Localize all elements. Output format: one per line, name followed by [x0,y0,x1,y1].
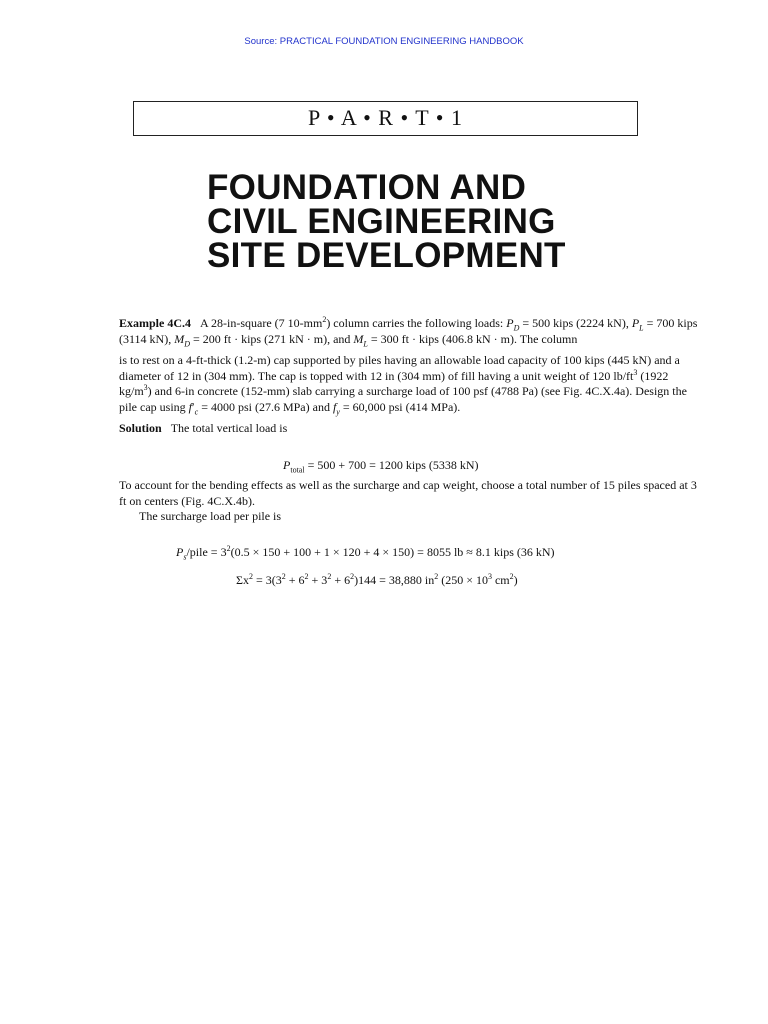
eq-text: )144 = 38,880 in [354,573,435,587]
solution-paragraph-1: To account for the bending effects as well as the surcharge and cap weight, choose a total number of 15 piles spaced at 3 ft on centers (Fig. 4C.X.4b). [119,478,697,508]
equation-sum-x2: $\Sigma x^2 = 3(3^2 + 6^2 + 3^2 + 6^2)144 = 38,880$ $in^2$ ($250 \times 10^3$ $cm^2$) [236,572,518,587]
example-text: = 500 kips (2224 kN), [519,316,629,330]
example-text: is to rest on a 4-ft-thick (1.2-m) cap supported by piles having an allowable load capacity of 100 kips (445 kN) and a diameter of 12 in (304 mm). The cap is topped with 12 in (304 mm) of fill having a unit weight of 120 lb/ft [119,353,680,383]
eq-text: (0.5 × 150 + 100 + 1 × 120 + 4 × 150) = 8055 lb ≈ 8.1 kips (36 kN) [230,545,555,559]
title-line-2: CIVIL ENGINEERING [207,202,556,241]
eq-text: = 3(3 [252,573,282,587]
example-text: ) and 6-in concrete (152-mm) slab carrying a surcharge load of 100 psf (4788 Pa) (see Fig. 4C.X.4a). Design the pile cap using [119,384,687,414]
title-line-1: FOUNDATION AND [207,168,527,207]
example-text: = 700 kips (3114 kN), [119,316,698,346]
eq-subscript: total [290,465,305,475]
part-banner: P • A • R • T • 1 [133,101,638,136]
eq-text: + 6 [285,573,305,587]
solution-text: The total vertical load is [170,421,288,435]
example-text: = 200 ft · kips (271 kN · m), and [190,331,354,346]
equation-surcharge: $P_s$/pile = $3^2(0.5 \times 150 + 100 + 1 \times 120 + 4 \times 150) = 8055$ lb ≈ 8.1 kips (36 kN) [176,544,555,562]
example-paragraph-1: Example 4C.4 A 28-in-square (7 $10-mm^2$) column carries the following loads: $P_D = 500$ kips (2224 kN), $P_L = 700$ kips (3114 kN), $M_D = 200$ ft · kips (271 kN · m), and $M_L = 300$ ft · kips (406.8 kN · m). The column [119,315,698,348]
eq-text: + 3 [308,573,328,587]
eq-text: + 6 [331,573,351,587]
example-text: ) column carries the following loads: [326,316,507,330]
eq-text: = 500 + 700 = 1200 kips (5338 kN) [304,458,479,472]
equation-total-load [283,458,479,473]
eq-text: /pile = 3 [186,545,227,559]
page-title [207,168,727,275]
solution-label: Solution [119,421,162,435]
eq-text: ) [513,573,518,587]
source-line: Source: PRACTICAL FOUNDATION ENGINEERING HANDBOOK [244,36,524,47]
title-line-3: SITE DEVELOPMENT [207,236,566,275]
eq-subscript: s [183,552,187,562]
example-text: A 28-in-square (7 10-mm [200,316,323,330]
eq-text: cm [491,573,510,587]
example-body [119,316,699,437]
example-text: = 60,000 psi (414 MPa). [339,399,461,414]
solution-intro [119,421,699,437]
example-paragraph-2: is to rest on a 4-ft-thick (1.2-m) cap supported by piles having an allowable load capacity of 100 kips (445 kN) and a diameter of 12 in (304 mm). The cap is topped with 12 in (304 mm) of fill having a unit weight of 120 $lb/ft^3$ (1922 $kg/m^3$) and 6-in concrete (152-mm) slab carrying a surcharge load of 100 psf (4788 Pa) (see Fig. 4C.X.4a). Design the pile cap using $f'_c = 4000$ psi (27.6 MPa) and $f_y = 60,000$ psi (414 MPa). [119,353,687,416]
solution-paragraph-2: The surcharge load per pile is [139,509,282,523]
example-label: Example 4C.4 [119,316,191,330]
eq-symbol: P [176,545,184,559]
eq-text: (250 × 10 [438,573,488,587]
solution-body [119,478,699,525]
example-text: (1922 kg/m [119,368,669,398]
example-text: = 300 ft · kips (406.8 kN · m). The column [367,331,578,346]
eq-text: Σx [236,573,249,587]
eq-symbol: P [283,458,291,472]
example-text: = 4000 psi (27.6 MPa) and [198,399,333,414]
